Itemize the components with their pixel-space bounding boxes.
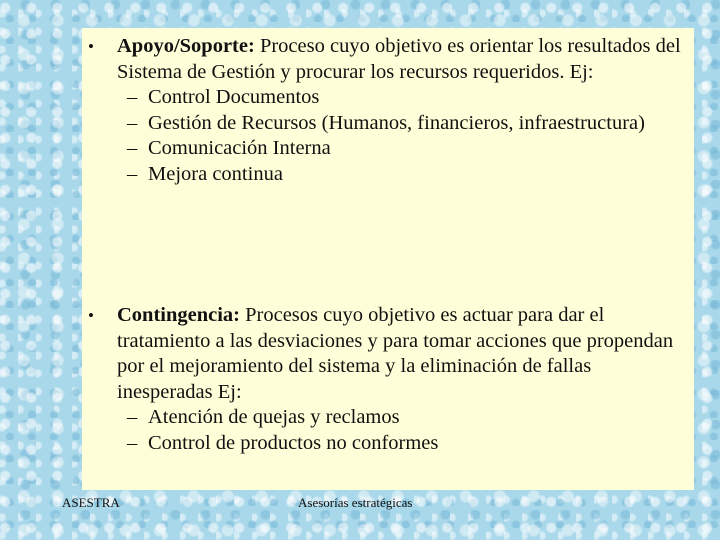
bullet-marker: • [88, 306, 94, 325]
sub-list [82, 405, 694, 456]
sub-list [82, 85, 694, 187]
bullet-text: Procesos cuyo objetivo es actuar para dar el tratamiento a las desviaciones y para tomar acciones que propendan por el mejoramiento del sistema y la eliminación de fallas inesperadas Ej: [117, 304, 674, 403]
sub-item [82, 136, 694, 162]
bullet-apoyo-soporte [82, 34, 694, 187]
sub-item [82, 431, 694, 457]
footer-company-name: ASESTRA [62, 495, 120, 510]
sub-marker: – [127, 111, 138, 134]
bullet-text: Proceso cuyo objetivo es orientar los resultados del Sistema de Gestión y procurar los recursos requeridos. Ej: [117, 35, 681, 83]
bullet-marker: • [88, 37, 94, 56]
sub-marker: – [127, 137, 138, 159]
sub-item [82, 405, 694, 431]
footer-tagline: Asesorías estratégicas [298, 495, 413, 510]
sub-item-text: Control Documentos [148, 86, 320, 108]
bullet-row [82, 303, 694, 405]
slide-content-panel [82, 28, 694, 490]
sub-item-text: Control de productos no conformes [148, 431, 439, 454]
bullet-row [82, 34, 694, 85]
sub-item [82, 162, 694, 188]
sub-item [82, 85, 694, 111]
sub-marker: – [127, 406, 138, 428]
sub-marker: – [127, 162, 138, 185]
sub-item-text: Comunicación Interna [148, 137, 331, 159]
bullet-lead-term: Apoyo/Soporte: [117, 35, 255, 57]
bullet-lead-term: Contingencia: [117, 304, 240, 326]
sub-item-text: Atención de quejas y reclamos [148, 406, 400, 428]
sub-item [82, 111, 694, 137]
bullet-contingencia [82, 303, 694, 456]
sub-marker: – [127, 86, 138, 108]
sub-marker: – [127, 431, 138, 454]
sub-item-text: Gestión de Recursos (Humanos, financieros, infraestructura) [148, 111, 645, 134]
sub-item-text: Mejora continua [148, 162, 283, 185]
